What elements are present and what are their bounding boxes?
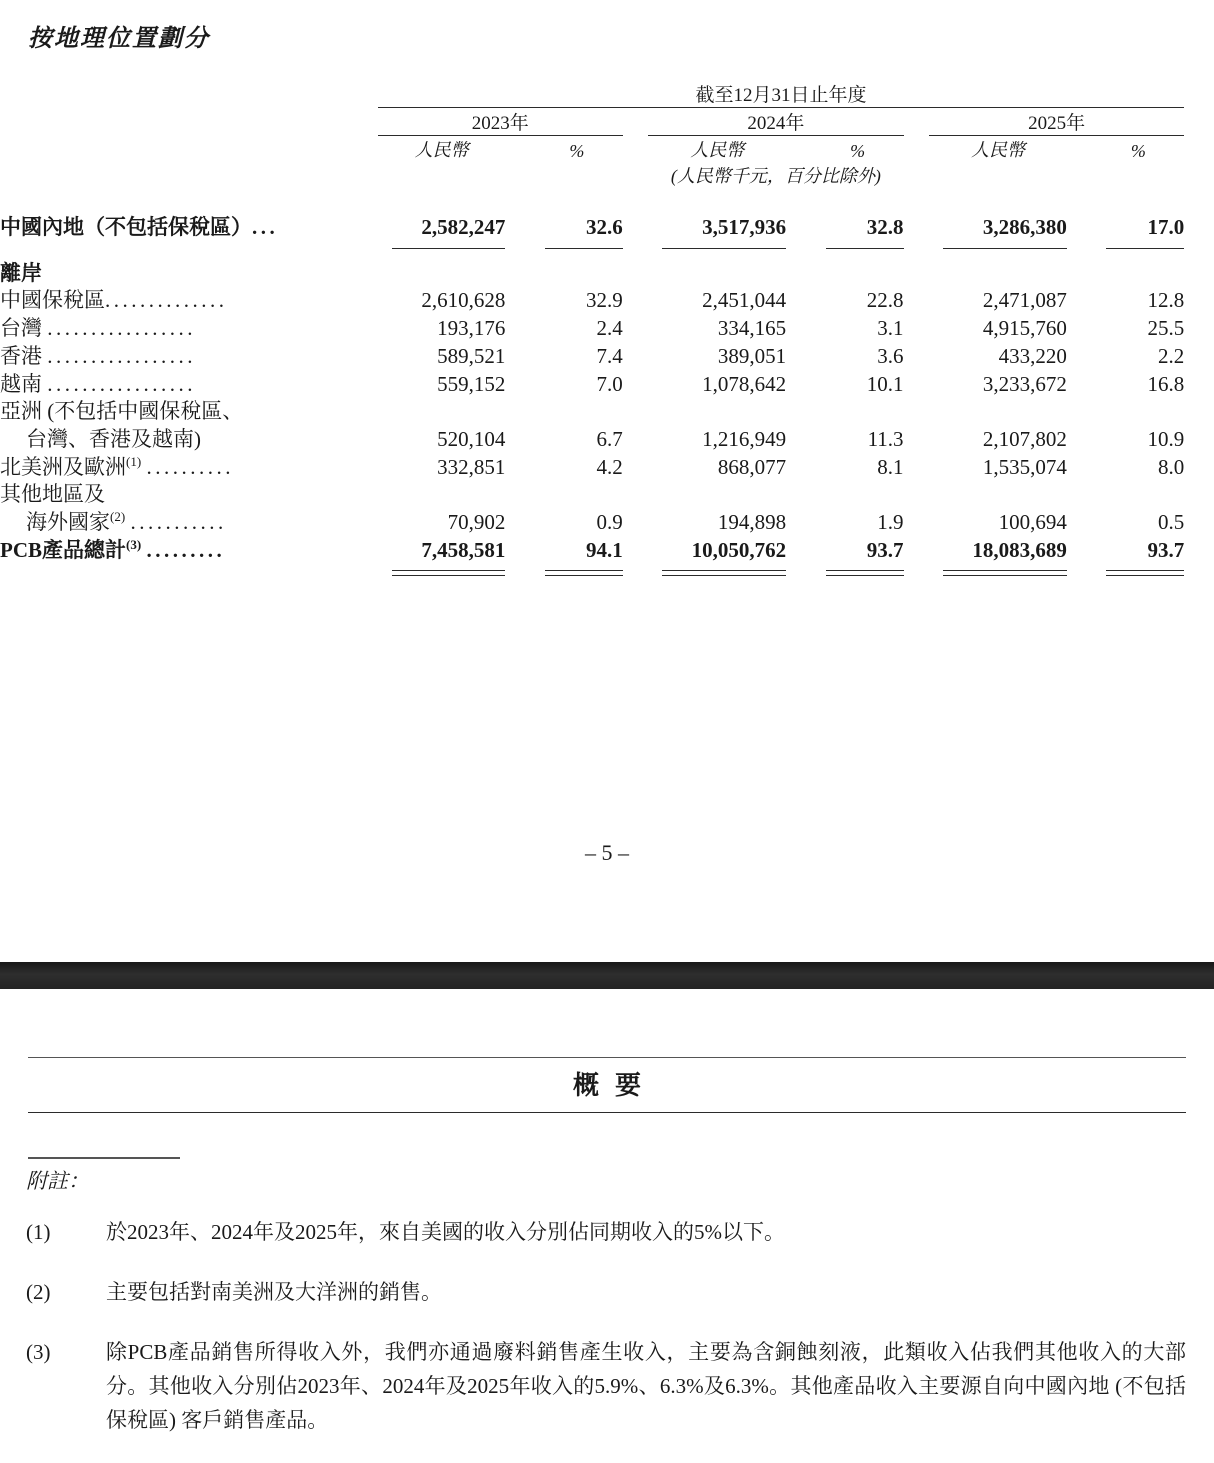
- dot-leader: ..............: [105, 288, 228, 313]
- row-label-text: 中國內地（不包括保稅區）: [0, 215, 252, 239]
- dot-leader: .................: [47, 371, 196, 396]
- cell-2025-rmb: 3,233,672: [982, 371, 1067, 396]
- cell-2023-rmb: 7,458,581: [378, 537, 506, 565]
- cell-2023-rmb: 559,152: [437, 371, 506, 396]
- cell-2024-rmb: 868,077: [717, 454, 787, 479]
- dot-leader: ...........: [130, 510, 227, 535]
- cell-2023-pct: 6.7: [596, 427, 623, 452]
- subheader-rmb-2025: 人民幣: [970, 140, 1025, 160]
- cell-2025-rmb: 1,535,074: [982, 454, 1067, 479]
- cell-2023-pct: 7.0: [596, 371, 623, 396]
- cell-2024-rmb: 1,078,642: [702, 371, 787, 396]
- table-row: [0, 287, 1214, 315]
- dot-leader: .................: [47, 316, 196, 341]
- cell-2023-pct: 2.4: [596, 316, 623, 341]
- cell-2023-pct: 0.9: [596, 510, 623, 535]
- cell-2024-pct: 3.1: [877, 316, 904, 341]
- dot-leader: ...: [252, 215, 279, 239]
- subheader-pct-2025: %: [1130, 141, 1146, 161]
- cell-2024-pct: 8.1: [877, 454, 904, 479]
- revenue-by-geography-table: [0, 80, 1214, 565]
- note-item: [26, 1275, 1186, 1309]
- table-row: [0, 454, 1214, 482]
- subheader-pct-2024: %: [850, 141, 866, 161]
- table-row: [0, 343, 1214, 371]
- cell-2023-pct: 32.6: [531, 214, 623, 242]
- summary-heading-text: 概要: [572, 1071, 657, 1100]
- footnote-ref: (3): [126, 536, 142, 552]
- row-label-text: 中國保稅區: [0, 288, 105, 313]
- cell-2024-rmb: 3,517,936: [648, 214, 786, 242]
- cell-2023-rmb: 2,582,247: [378, 214, 506, 242]
- header-body-gap: [0, 188, 1214, 214]
- row-label-text: 台灣: [0, 316, 42, 341]
- row-label-other-regions-overseas: [0, 481, 368, 536]
- cell-2024-pct: 3.6: [877, 343, 904, 368]
- row-label-pcb-total: [0, 537, 368, 565]
- cell-2024-pct: 1.9: [877, 510, 904, 535]
- year-header-2025: 2025年: [1028, 113, 1086, 134]
- note-marker: (3): [26, 1340, 51, 1365]
- table-row: [0, 315, 1214, 343]
- cell-2023-pct: 32.9: [586, 288, 623, 313]
- cell-2025-rmb: 18,083,689: [929, 537, 1067, 565]
- page-separator-band: [0, 962, 1214, 989]
- cell-2025-pct: 8.0: [1158, 454, 1185, 479]
- cell-2023-rmb: 589,521: [437, 343, 506, 368]
- row-label-line2: 台灣、香港及越南): [26, 427, 201, 452]
- cell-2025-pct: 93.7: [1092, 537, 1184, 565]
- cell-2025-rmb: 100,694: [998, 510, 1067, 535]
- row-label-line1: 其他地區及: [0, 482, 105, 507]
- row-underline-space: [0, 242, 1214, 260]
- note-marker: (1): [26, 1220, 51, 1244]
- table-subheader-row: [0, 136, 1214, 162]
- notes-list: [26, 1215, 1186, 1463]
- row-label-hong-kong: [0, 343, 368, 371]
- cell-2024-rmb: 10,050,762: [648, 537, 786, 565]
- cell-2023-rmb: 70,902: [447, 510, 506, 535]
- summary-heading-box: [28, 1057, 1186, 1113]
- section-title: 按地理位置劃分: [28, 26, 210, 52]
- table-row: [0, 214, 1214, 242]
- table-unit-note-row: [0, 162, 1214, 188]
- cell-2023-rmb: 2,610,628: [421, 288, 506, 313]
- cell-2025-pct: 2.2: [1158, 343, 1185, 368]
- cell-2023-pct: 4.2: [596, 454, 623, 479]
- row-label-line1: 亞洲 (不包括中國保稅區、: [0, 399, 244, 424]
- cell-2025-rmb: 4,915,760: [982, 316, 1067, 341]
- cell-2025-pct: 12.8: [1147, 288, 1185, 313]
- notes-divider-rule: [28, 1157, 180, 1159]
- cell-2024-rmb: 334,165: [717, 316, 787, 341]
- row-label-text: 香港: [0, 343, 42, 368]
- cell-2024-pct: 22.8: [866, 288, 904, 313]
- row-label-vietnam: [0, 371, 368, 399]
- cell-2025-pct: 16.8: [1147, 371, 1185, 396]
- row-label-line2: 海外國家: [26, 510, 110, 535]
- row-label-china-bonded-zone: [0, 287, 368, 315]
- cell-2025-rmb: 3,286,380: [929, 214, 1067, 242]
- cell-2023-rmb: 520,104: [437, 427, 506, 452]
- table-row: [0, 398, 1214, 453]
- cell-2023-pct: 94.1: [531, 537, 623, 565]
- cell-2024-rmb: 2,451,044: [702, 288, 787, 313]
- notes-heading: 附註：: [26, 1169, 89, 1193]
- cell-2024-pct: 10.1: [866, 371, 904, 396]
- cell-2024-pct: 93.7: [812, 537, 904, 565]
- year-header-2024: 2024年: [747, 113, 805, 134]
- table-row-group-heading: [0, 260, 1214, 288]
- note-text: 主要包括對南美洲及大洋洲的銷售。: [106, 1280, 442, 1305]
- cell-2024-pct: 11.3: [867, 427, 904, 452]
- row-label-offshore: 離岸: [0, 260, 42, 285]
- cell-2025-pct: 10.9: [1147, 427, 1185, 452]
- period-header: 截至12月31日止年度: [695, 85, 867, 106]
- row-label-text: 北美洲及歐洲: [0, 454, 126, 479]
- note-marker: (2): [26, 1280, 51, 1305]
- cell-2024-rmb: 389,051: [717, 343, 787, 368]
- dot-leader: .................: [47, 343, 196, 368]
- row-label-north-america-europe: [0, 454, 368, 482]
- cell-2025-pct: 25.5: [1147, 316, 1185, 341]
- table-period-header-row: [0, 80, 1214, 108]
- cell-2025-rmb: 2,471,087: [982, 288, 1067, 313]
- cell-2023-pct: 7.4: [596, 343, 623, 368]
- subheader-rmb-2023: 人民幣: [414, 140, 469, 160]
- cell-2024-rmb: 1,216,949: [702, 427, 787, 452]
- page-number: – 5 –: [585, 840, 629, 865]
- unit-note: (人民幣千元，百分比除外): [670, 166, 881, 186]
- note-text: 除PCB產品銷售所得收入外，我們亦通過廢料銷售產生收入，主要為含銅蝕刻液，此類收入佔我們其他收入的大部分。其他收入分別佔2023年、2024年及2025年收入的5.9%、6.3%及6.3%。其他產品收入主要源自向中國內地 (不包括保稅區) 客戶銷售產品。: [106, 1340, 1186, 1433]
- row-label-taiwan: [0, 315, 368, 343]
- subheader-rmb-2024: 人民幣: [690, 140, 745, 160]
- table-year-header-row: [0, 108, 1214, 136]
- page-bottom-section: [0, 989, 1214, 1460]
- note-item: [26, 1335, 1186, 1437]
- cell-2024-rmb: 194,898: [717, 510, 787, 535]
- year-header-2023: 2023年: [471, 113, 529, 134]
- row-label-text: 越南: [0, 371, 42, 396]
- table-row: [0, 481, 1214, 536]
- note-text: 於2023年、2024年及2025年，來自美國的收入分別佔同期收入的5%以下。: [106, 1220, 785, 1244]
- cell-2024-pct: 32.8: [812, 214, 904, 242]
- table-row: [0, 371, 1214, 399]
- dot-leader: .........: [146, 537, 226, 562]
- dot-leader: ..........: [146, 454, 234, 479]
- row-label-text: PCB產品總計: [0, 537, 126, 562]
- table-total-row: [0, 537, 1214, 565]
- footnote-ref: (2): [110, 509, 126, 525]
- note-item: [26, 1215, 1186, 1249]
- cell-2025-pct: 0.5: [1158, 510, 1185, 535]
- cell-2025-rmb: 433,220: [998, 343, 1067, 368]
- cell-2025-pct: 17.0: [1092, 214, 1184, 242]
- row-label-asia-excl: [0, 398, 368, 453]
- footnote-ref: (1): [126, 453, 142, 469]
- cell-2025-rmb: 2,107,802: [982, 427, 1067, 452]
- cell-2023-rmb: 332,851: [437, 454, 506, 479]
- row-label-mainland-china: [0, 214, 368, 242]
- subheader-pct-2023: %: [569, 141, 585, 161]
- cell-2023-rmb: 193,176: [437, 316, 506, 341]
